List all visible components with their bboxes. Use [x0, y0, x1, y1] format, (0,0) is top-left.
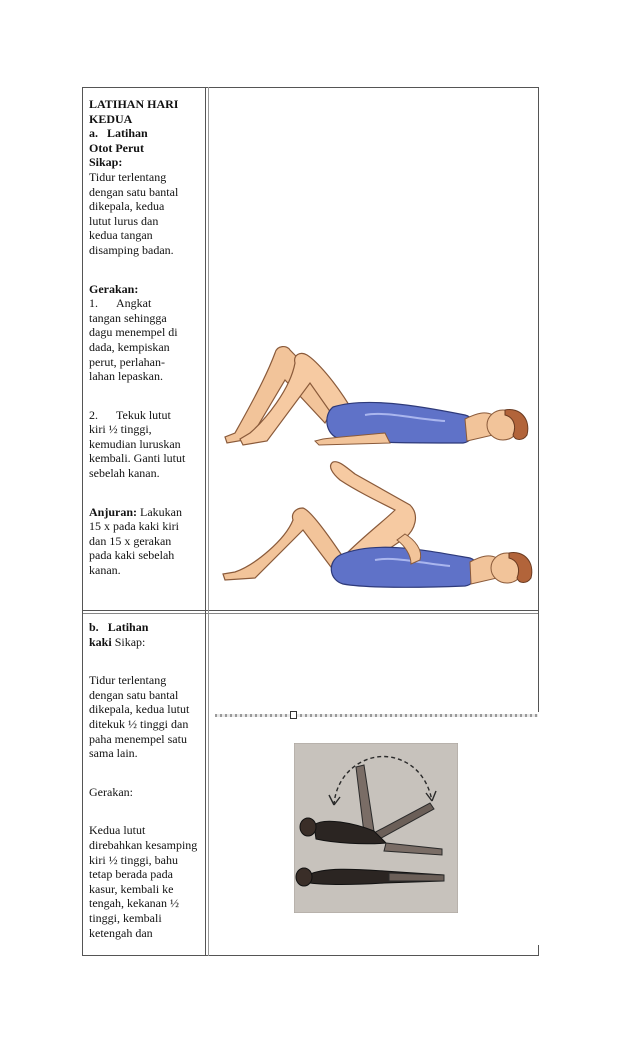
- step-first-word: Tekuk lutut: [116, 407, 171, 422]
- exercise-photo-legs: [294, 743, 458, 913]
- table-row-divider-inner: [82, 613, 539, 614]
- sikap-line: dikepala, kedua lutut: [89, 702, 190, 717]
- pasted-image-handle: [290, 711, 297, 719]
- step-line: kembali. Ganti lutut: [89, 451, 186, 466]
- sikap-line: dikepala, kedua: [89, 199, 165, 214]
- sikap-line: disamping badan.: [89, 242, 174, 257]
- step-line: kiri ½ tinggi,: [89, 422, 152, 437]
- gerakan-line: tetap berada pada: [89, 867, 173, 882]
- step-first-word: Angkat: [116, 296, 152, 311]
- sikap-line: dengan satu bantal: [89, 687, 179, 702]
- table-right-border: [538, 87, 539, 712]
- subsection-title-cont: Otot Perut: [89, 140, 144, 155]
- subsection-title: Latihan: [107, 620, 149, 634]
- sikap-line: Tidur terlentang: [89, 169, 167, 184]
- sikap-line: dengan satu bantal: [89, 184, 179, 199]
- subsection-title: Latihan: [107, 126, 148, 141]
- step-line: sebelah kanan.: [89, 466, 160, 481]
- subsection-heading: [89, 620, 203, 635]
- step-2-heading: [89, 408, 203, 423]
- sikap-line: kedua tangan: [89, 228, 153, 243]
- anjuran-line: 15 x pada kaki kiri: [89, 519, 179, 534]
- step-line: dagu menempel di: [89, 325, 178, 340]
- leg-bent: [223, 508, 345, 580]
- sikap-label: Sikap:: [89, 155, 123, 170]
- gerakan-label: Gerakan:: [89, 281, 139, 296]
- lower-figure-head: [296, 868, 312, 886]
- step-line: perut, perlahan-: [89, 354, 165, 369]
- step-number: 2.: [89, 407, 98, 422]
- table-bottom-border: [82, 955, 539, 956]
- anjuran-label: Anjuran:: [89, 504, 138, 519]
- section-title-cont: KEDUA: [89, 111, 133, 126]
- sikap-line: Tidur terlentang: [89, 673, 167, 688]
- sikap-label: Sikap:: [114, 634, 146, 649]
- gerakan-line: ketengah dan: [89, 925, 153, 940]
- step-line: kemudian luruskan: [89, 436, 181, 451]
- upper-figure-head: [300, 818, 316, 836]
- sikap-line: paha menempel satu: [89, 731, 187, 746]
- anjuran-heading: [89, 505, 203, 520]
- step-line: lahan lepaskan.: [89, 369, 163, 384]
- sikap-line: lutut lurus dan: [89, 213, 159, 228]
- table-row-divider: [82, 610, 539, 611]
- gerakan-line: direbahkan kesamping: [89, 837, 198, 852]
- step-line: tangan sehingga: [89, 310, 167, 325]
- step-number: 1.: [89, 296, 98, 311]
- pasted-image-edge: [215, 714, 538, 717]
- gerakan-line: tinggi, kembali: [89, 910, 162, 925]
- section-a-text-cell: [89, 97, 203, 578]
- section-b-text-cell: [89, 620, 203, 940]
- step-line: dada, kempiskan: [89, 339, 170, 354]
- anjuran-first-word: Lakukan: [140, 504, 182, 519]
- table-right-border-lower: [538, 945, 539, 955]
- section-title: LATIHAN HARI: [89, 97, 179, 111]
- table-top-border: [82, 87, 539, 88]
- exercise-illustration-knees-bent: [215, 335, 535, 455]
- subsection-marker: a.: [89, 126, 98, 141]
- table-column-divider-inner: [208, 87, 209, 956]
- subsection-marker: b.: [89, 620, 99, 634]
- subsection-title-cont: [89, 635, 203, 650]
- table-column-divider: [205, 87, 206, 956]
- gerakan-line: kiri ½ tinggi, bahu: [89, 852, 178, 867]
- anjuran-line: kanan.: [89, 563, 121, 578]
- subsection-heading: [89, 126, 203, 141]
- subsection-title-word: kaki: [89, 634, 112, 649]
- sikap-line: ditekuk ½ tinggi dan: [89, 716, 189, 731]
- gerakan-line: tengah, kekanan ½: [89, 896, 179, 911]
- gerakan-label: Gerakan:: [89, 784, 133, 799]
- gerakan-line: Kedua lutut: [89, 823, 146, 838]
- step-1-heading: [89, 296, 203, 311]
- gerakan-line: kasur, kembali ke: [89, 881, 174, 896]
- anjuran-line: dan 15 x gerakan: [89, 533, 172, 548]
- sikap-line: sama lain.: [89, 746, 138, 761]
- torso: [331, 547, 478, 587]
- anjuran-line: pada kaki sebelah: [89, 548, 175, 563]
- exercise-illustration-knee-raised: [215, 460, 535, 600]
- lower-figure-legs: [389, 873, 444, 881]
- table-left-border: [82, 87, 83, 956]
